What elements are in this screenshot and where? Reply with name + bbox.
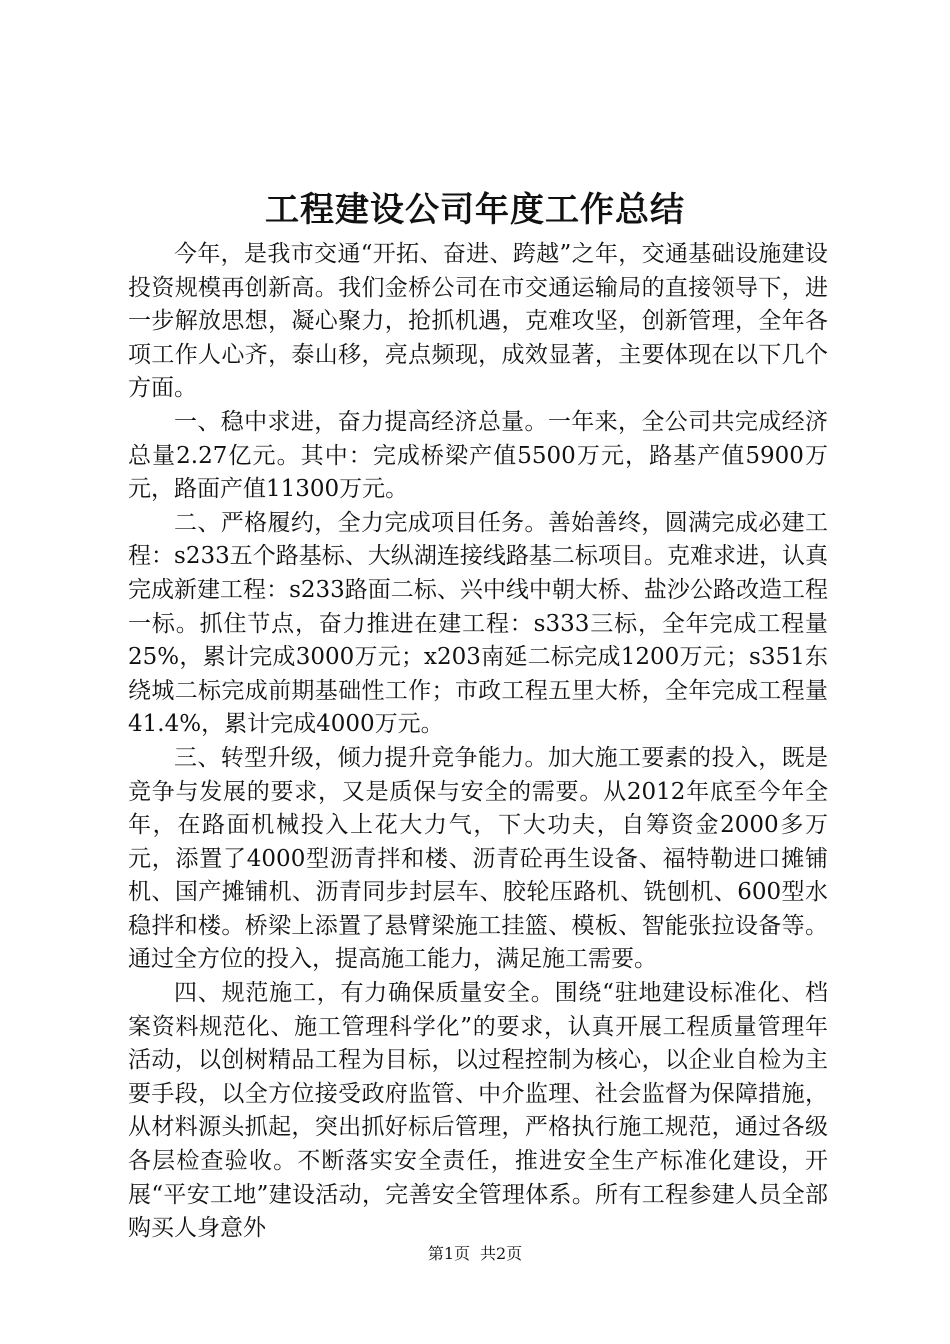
paragraph-economy: 一、稳中求进，奋力提高经济总量。一年来，全公司共完成经济总量2.27亿元。其中：完成桥梁产值5500万元，路基产值5900万元，路面产值11300万元。	[128, 408, 828, 503]
page-total: 共2页	[480, 1244, 523, 1263]
page-footer	[0, 1242, 950, 1266]
paragraph-upgrade: 三、转型升级，倾力提升竞争能力。加大施工要素的投入，既是竞争与发展的要求，又是质保与安全的需要。从2012年底至今年全年，在路面机械投入上花大力气，下大功夫，自筹资金2000多万元，添置了4000型沥青拌和楼、沥青砼再生设备、福特勒进口摊铺机、国产摊铺机、沥青同步封层车、胶轮压路机、铣刨机、600型水稳拌和楼。桥梁上添置了悬臂梁施工挂篮、模板、智能张拉设备等。通过全方位的投入，提高施工能力，满足施工需要。	[128, 744, 828, 973]
paragraph-projects: 二、严格履约，全力完成项目任务。善始善终，圆满完成必建工程：s233五个路基标、大纵湖连接线路基二标项目。克难求进，认真完成新建工程：s233路面二标、兴中线中朝大桥、盐沙公路改造工程一标。抓住节点，奋力推进在建工程：s333三标，全年完成工程量25%，累计完成3000万元；x203南延二标完成1200万元；s351东绕城二标完成前期基础性工作；市政工程五里大桥，全年完成工程量41.4%，累计完成4000万元。	[128, 509, 828, 738]
paragraph-intro: 今年，是我市交通“开拓、奋进、跨越”之年，交通基础设施建设投资规模再创新高。我们金桥公司在市交通运输局的直接领导下，进一步解放思想，凝心聚力，抢抓机遇，克难攻坚，创新管理，全年各项工作人心齐，泰山移，亮点频现，成效显著，主要体现在以下几个方面。	[128, 241, 828, 402]
page-number: 第1页	[427, 1244, 470, 1263]
document-body	[128, 238, 828, 1246]
document-title: 工程建设公司年度工作总结	[265, 190, 685, 230]
paragraph-quality-safety: 四、规范施工，有力确保质量安全。围绕“驻地建设标准化、档案资料规范化、施工管理科学化”的要求，认真开展工程质量管理年活动，以创树精品工程为目标，以过程控制为核心，以企业自检为主要手段，以全方位接受政府监管、中介监理、社会监督为保障措施，从材料源头抓起，突出抓好标后管理，严格执行施工规范，通过各级各层检查验收。不断落实安全责任，推进安全生产标准化建设，开展“平安工地”建设活动，完善安全管理体系。所有工程参建人员全部购买人身意外	[128, 980, 828, 1242]
